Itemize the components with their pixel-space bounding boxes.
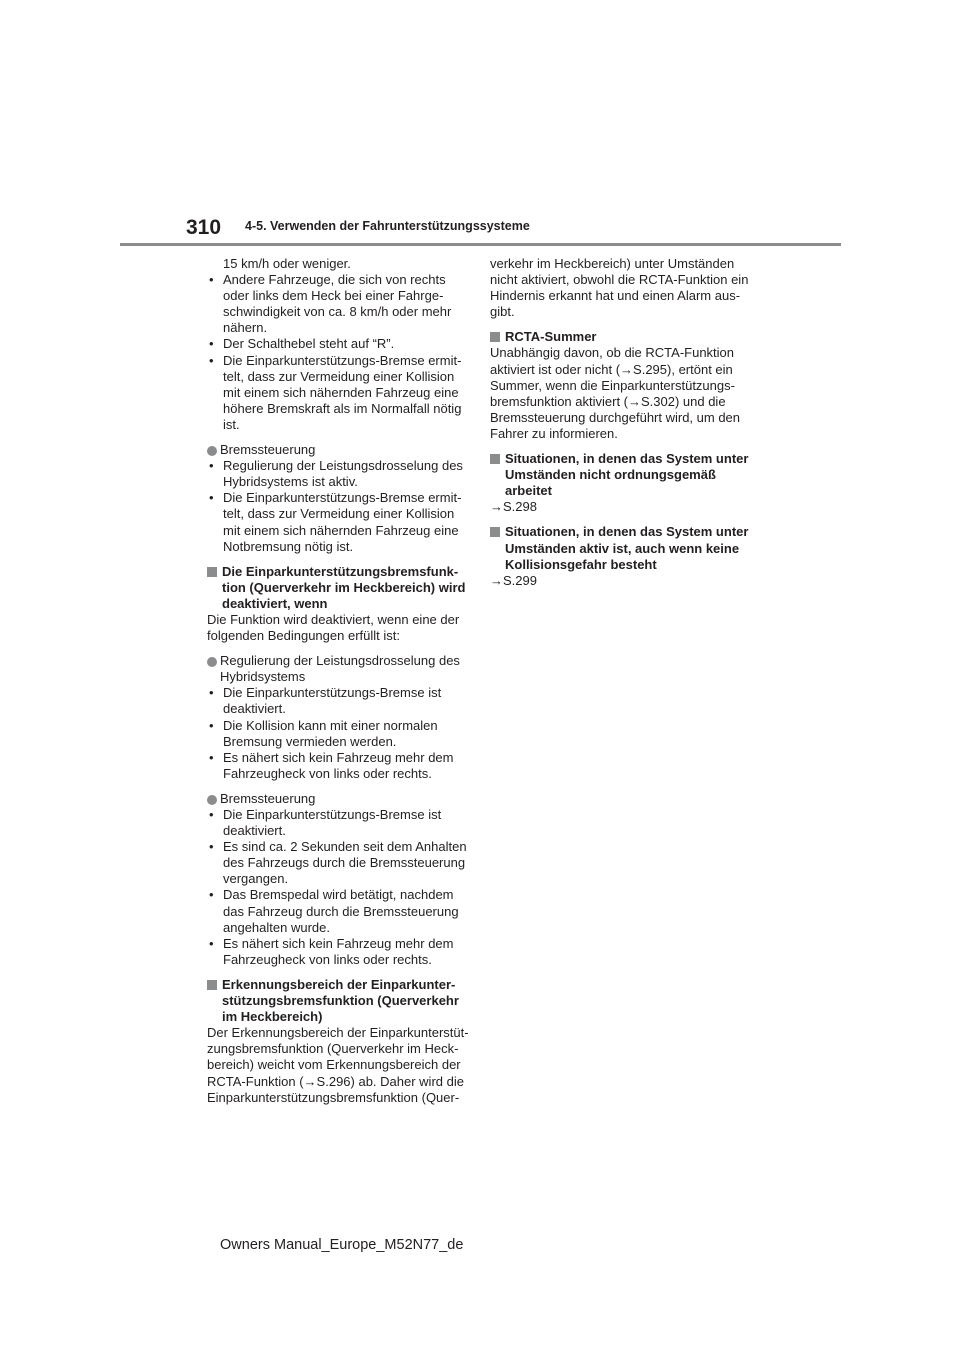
text-block	[490, 451, 752, 515]
section-heading	[207, 564, 469, 612]
bullet-item	[207, 685, 469, 717]
circle-bullet-icon	[207, 795, 217, 805]
square-bullet-icon	[490, 527, 500, 537]
bullet-item	[207, 272, 469, 336]
paragraph	[490, 573, 752, 589]
paragraph	[207, 1025, 469, 1105]
item-text: Regulierung der Leistungsdrosselung des Hybridsystems	[220, 653, 460, 685]
circle-bullet-icon	[207, 446, 217, 456]
item-text: Es nähert sich kein Fahrzeug mehr dem Fahrzeugheck von links oder rechts.	[223, 935, 454, 967]
text-block	[490, 524, 752, 588]
text-block	[207, 977, 469, 1106]
item-text: Bremssteuerung	[220, 790, 316, 806]
text-block	[207, 564, 469, 644]
paragraph	[490, 499, 752, 515]
section-title: 4-5. Verwenden der Fahrunterstützungssysteme	[245, 219, 530, 233]
item-text: Die Einparkunterstützungs-Bremse ist deaktiviert.	[223, 807, 442, 839]
paragraph	[490, 256, 752, 320]
bullet-item	[207, 718, 469, 750]
item-text: Es nähert sich kein Fahrzeug mehr dem Fahrzeugheck von links oder rechts.	[223, 749, 454, 781]
item-text: Situationen, in denen das System unter Umständen nicht ordnungsgemäß arbeitet	[505, 451, 749, 499]
item-text: →S.298	[490, 499, 537, 515]
item-text: Situationen, in denen das System unter Umständen aktiv ist, auch wenn keine Kollisionsgefahr besteht	[505, 524, 749, 572]
bullet-item	[207, 936, 469, 968]
item-text: Die Einparkunterstützungs-Bremse ermittelt, dass zur Vermeidung einer Kollision mit einem sich nähernden Fahrzeug eine Notbremsung nötig ist.	[223, 490, 462, 554]
square-bullet-icon	[490, 332, 500, 342]
item-text: Regulierung der Leistungsdrosselung des Hybridsystems ist aktiv.	[223, 458, 463, 490]
item-text: Die Einparkunterstützungsbremsfunktion (Querverkehr im Heckbereich) wird deaktiviert, wenn	[222, 563, 466, 611]
circle-subheading	[207, 791, 469, 807]
section-heading	[490, 329, 752, 345]
text-block	[207, 653, 469, 782]
page-number: 310	[186, 216, 222, 239]
text-block	[490, 256, 752, 320]
square-bullet-icon	[490, 454, 500, 464]
item-text: verkehr im Heckbereich) unter Umständen nicht aktiviert, obwohl die RCTA-Funktion ein Hindernis erkannt hat und einen Alarm ausgibt.	[490, 256, 749, 320]
right-column	[490, 256, 752, 598]
text-block	[490, 329, 752, 442]
item-text: Die Einparkunterstützungs-Bremse ist deaktiviert.	[223, 685, 442, 717]
text-block	[207, 256, 469, 433]
header-divider	[120, 243, 841, 246]
item-text: Andere Fahrzeuge, die sich von rechts oder links dem Heck bei einer Fahrgeschwindigkeit von ca. 8 km/h oder mehr nähern.	[223, 272, 452, 336]
bullet-item	[207, 458, 469, 490]
bullet-item	[207, 490, 469, 554]
section-heading	[490, 524, 752, 572]
bullet-item	[207, 353, 469, 433]
item-text: Bremssteuerung	[220, 442, 316, 458]
paragraph	[207, 612, 469, 644]
section-heading	[490, 451, 752, 499]
circle-subheading	[207, 653, 469, 685]
bullet-item	[207, 839, 469, 887]
item-text: Der Erkennungsbereich der Einparkunterstützungsbremsfunktion (Querverkehr im Heckbereich) weicht vom Erkennungsbereich der RCTA-Funktion (→S.296) ab. Daher wird die Einparkunterstützungsbremsfunktion (Quer-	[207, 1025, 469, 1105]
section-heading	[207, 977, 469, 1025]
item-text: 15 km/h oder weniger.	[223, 256, 351, 271]
bullet-item	[207, 887, 469, 935]
text-block	[207, 791, 469, 968]
list-continuation	[207, 256, 469, 272]
bullet-item	[207, 807, 469, 839]
item-text: →S.299	[490, 572, 537, 588]
square-bullet-icon	[207, 980, 217, 990]
item-text: RCTA-Summer	[505, 329, 597, 345]
item-text: Das Bremspedal wird betätigt, nachdem das Fahrzeug durch die Bremssteuerung angehalten wurde.	[223, 887, 459, 935]
item-text: Die Einparkunterstützungs-Bremse ermittelt, dass zur Vermeidung einer Kollision mit einem sich nähernden Fahrzeug eine höhere Bremskraft als im Normalfall nötig ist.	[223, 352, 462, 432]
item-text: Die Funktion wird deaktiviert, wenn eine der folgenden Bedingungen erfüllt ist:	[207, 611, 460, 644]
square-bullet-icon	[207, 567, 217, 577]
item-text: Es sind ca. 2 Sekunden seit dem Anhalten des Fahrzeugs durch die Bremssteuerung vergangen.	[223, 839, 467, 887]
text-block	[207, 442, 469, 555]
item-text: Die Kollision kann mit einer normalen Bremsung vermieden werden.	[223, 717, 438, 749]
left-column	[207, 256, 469, 1115]
circle-subheading	[207, 442, 469, 458]
circle-bullet-icon	[207, 657, 217, 667]
item-text: Der Schalthebel steht auf “R”.	[223, 336, 395, 352]
item-text: Unabhängig davon, ob die RCTA-Funktion aktiviert ist oder nicht (→S.295), ertönt ein Summer, wenn die Einparkunterstützungsbremsfunktion aktiviert (→S.302) und die Bremssteuerung durchgeführt wird, um den Fahrer zu informieren.	[490, 345, 741, 441]
bullet-item	[207, 336, 469, 352]
paragraph	[490, 345, 752, 442]
bullet-item	[207, 750, 469, 782]
footer-text: Owners Manual_Europe_M52N77_de	[220, 1237, 464, 1253]
item-text: Erkennungsbereich der Einparkunterstützungsbremsfunktion (Querverkehr im Heckbereich)	[222, 976, 459, 1025]
